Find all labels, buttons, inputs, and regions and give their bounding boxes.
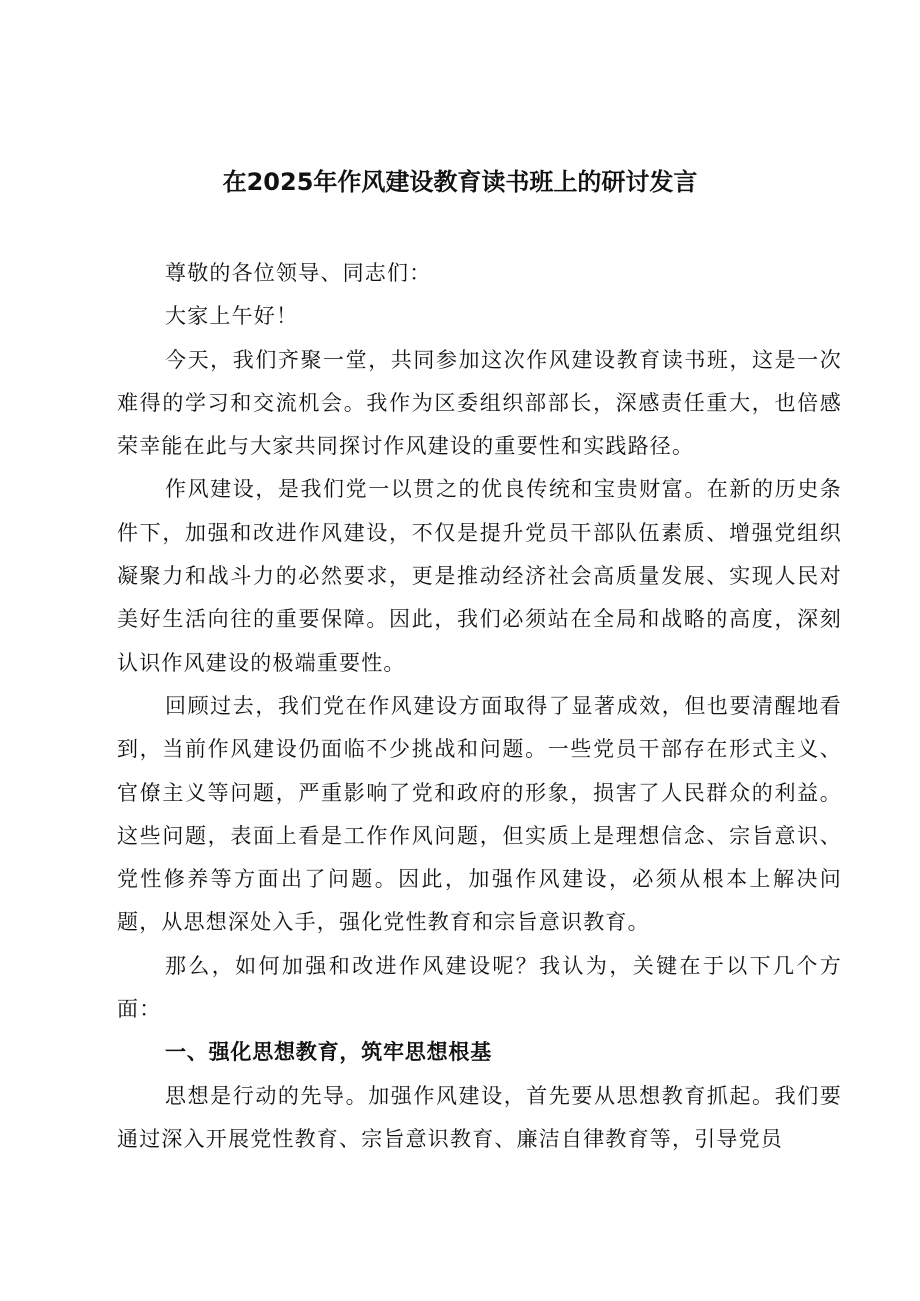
document-body xyxy=(117,252,842,1161)
body-paragraph: 作风建设，是我们党一以贯之的优良传统和宝贵财富。在新的历史条件下，加强和改进作风建设，不仅是提升党员干部队伍素质、增强党组织凝聚力和战斗力的必然要求，更是推动经济社会高质量发展、实现人民对美好生活向往的重要保障。因此，我们必须站在全局和战略的高度，深刻认识作风建设的极端重要性。 xyxy=(117,477,842,675)
salutation: 尊敬的各位领导、同志们： xyxy=(165,261,432,285)
body-paragraph: 那么，如何加强和改进作风建设呢？我认为，关键在于以下几个方面： xyxy=(117,953,842,1022)
document-title: 在2025年作风建设教育读书班上的研讨发言 xyxy=(222,168,698,196)
section-heading: 一、强化思想教育，筑牢思想根基 xyxy=(165,1040,492,1065)
greeting: 大家上午好！ xyxy=(165,304,299,329)
body-paragraph: 回顾过去，我们党在作风建设方面取得了显著成效，但也要清醒地看到，当前作风建设仍面临不少挑战和问题。一些党员干部存在形式主义、官僚主义等问题，严重影响了党和政府的形象，损害了人民群众的利益。这些问题，表面上看是工作作风问题，但实质上是理想信念、宗旨意识、党性修养等方面出了问题。因此，加强作风建设，必须从根本上解决问题，从思想深处入手，强化党性教育和宗旨意识教育。 xyxy=(117,693,842,935)
body-paragraph: 今天，我们齐聚一堂，共同参加这次作风建设教育读书班，这是一次难得的学习和交流机会。我作为区委组织部部长，深感责任重大，也倍感荣幸能在此与大家共同探讨作风建设的重要性和实践路径。 xyxy=(117,347,842,459)
body-paragraph: 思想是行动的先导。加强作风建设，首先要从思想教育抓起。我们要通过深入开展党性教育、宗旨意识教育、廉洁自律教育等，引导党员 xyxy=(117,1083,842,1151)
